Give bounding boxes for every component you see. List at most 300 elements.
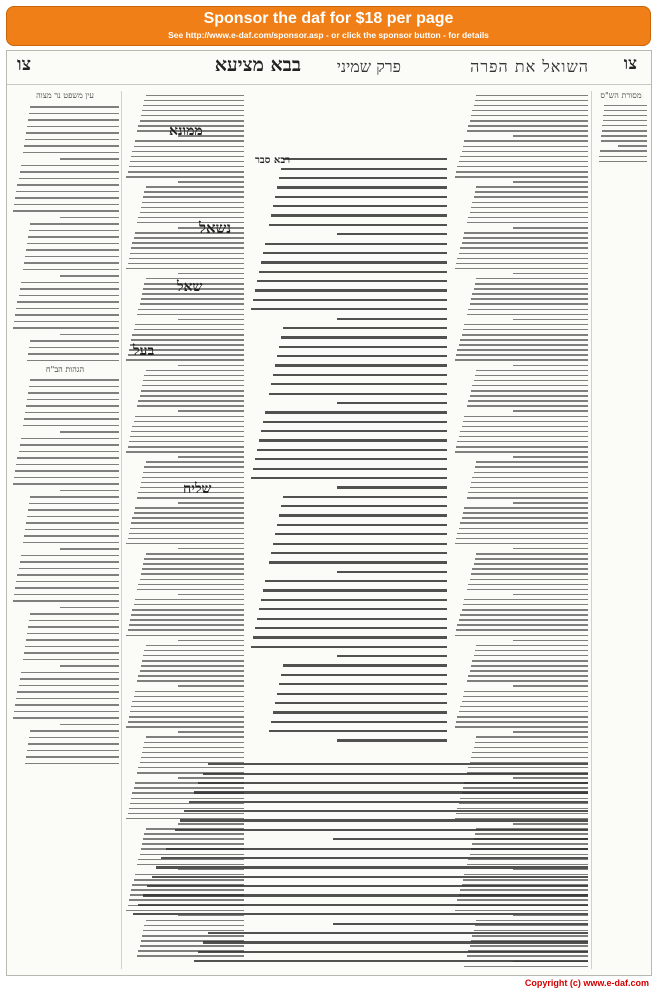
- text-line: [142, 110, 244, 112]
- text-line: [128, 538, 244, 540]
- text-line: [27, 750, 119, 752]
- text-line: [468, 309, 588, 311]
- text-line: [60, 665, 119, 667]
- text-line: [17, 457, 119, 459]
- text-line: [333, 923, 588, 925]
- text-line: [471, 482, 588, 484]
- text-line: [203, 941, 588, 943]
- text-line: [460, 247, 588, 249]
- text-line: [476, 645, 588, 647]
- text-line: [251, 646, 447, 648]
- text-line: [60, 490, 119, 492]
- rashi-heading-shaal: שאל: [177, 279, 203, 295]
- copyright-notice: Copyright (c) www.e-daf.com: [524, 978, 649, 988]
- text-line: [467, 314, 588, 316]
- text-line: [146, 553, 244, 555]
- text-line: [475, 191, 588, 193]
- text-line: [24, 262, 119, 264]
- text-line: [259, 439, 447, 441]
- text-line: [603, 120, 647, 122]
- text-line: [27, 360, 119, 362]
- text-line: [468, 492, 588, 494]
- rashi-heading-nishal: נשאל: [199, 219, 232, 237]
- text-line: [462, 609, 588, 611]
- text-line: [126, 635, 244, 637]
- text-line: [459, 436, 588, 438]
- text-line: [472, 110, 588, 112]
- text-line: [141, 665, 244, 667]
- text-line: [269, 393, 447, 395]
- text-line: [251, 477, 447, 479]
- text-line: [467, 405, 588, 407]
- text-line: [474, 472, 588, 474]
- text-line: [455, 359, 588, 361]
- text-line: [474, 105, 588, 107]
- text-line: [257, 618, 447, 620]
- hagahot-text-lines: [11, 379, 119, 764]
- text-line: [474, 380, 588, 382]
- text-line: [337, 739, 447, 741]
- text-line: [131, 156, 244, 158]
- text-line: [599, 161, 647, 163]
- text-line: [141, 207, 244, 209]
- text-line: [143, 563, 244, 565]
- text-line: [463, 421, 588, 423]
- text-line: [19, 178, 119, 180]
- text-line: [137, 405, 244, 407]
- text-line: [273, 543, 447, 545]
- text-line: [143, 196, 244, 198]
- text-line: [140, 303, 244, 305]
- text-line: [474, 563, 588, 565]
- text-line: [17, 301, 119, 303]
- text-line: [455, 176, 588, 178]
- text-line: [27, 243, 119, 245]
- text-line: [144, 742, 244, 744]
- text-line: [178, 181, 244, 183]
- text-line: [601, 140, 647, 142]
- text-line: [457, 441, 588, 443]
- text-line: [257, 280, 447, 282]
- text-line: [21, 438, 119, 440]
- text-line: [265, 243, 447, 245]
- text-line: [24, 145, 119, 147]
- text-line: [13, 600, 119, 602]
- text-line: [144, 191, 244, 193]
- text-line: [462, 517, 588, 519]
- text-line: [126, 268, 244, 270]
- text-line: [263, 421, 447, 423]
- text-line: [337, 318, 447, 320]
- text-line: [146, 461, 244, 463]
- text-line: [138, 675, 244, 677]
- text-line: [471, 573, 588, 575]
- text-line: [468, 400, 588, 402]
- text-line: [30, 223, 119, 225]
- text-line: [513, 685, 588, 687]
- text-line: [253, 299, 447, 301]
- text-line: [604, 110, 647, 112]
- text-line: [459, 344, 588, 346]
- text-line: [131, 706, 244, 708]
- text-line: [132, 517, 244, 519]
- text-line: [281, 336, 447, 338]
- text-line: [467, 680, 588, 682]
- text-line: [26, 249, 119, 251]
- text-line: [467, 497, 588, 499]
- text-line: [141, 573, 244, 575]
- text-line: [602, 125, 647, 127]
- text-line: [143, 105, 244, 107]
- text-line: [17, 691, 119, 693]
- text-line: [138, 584, 244, 586]
- text-line: [459, 619, 588, 621]
- text-line: [455, 543, 588, 545]
- text-line: [140, 212, 244, 214]
- hagahot-label: הגהות הב"ח: [45, 365, 85, 374]
- text-line: [15, 197, 119, 199]
- text-line: [283, 327, 447, 329]
- text-line: [128, 721, 244, 723]
- sponsor-banner[interactable]: [6, 6, 651, 46]
- text-line: [60, 158, 119, 160]
- text-line: [161, 857, 588, 859]
- text-line: [470, 212, 588, 214]
- text-line: [126, 726, 244, 728]
- masoret-hashas-column: [595, 91, 647, 969]
- text-line: [475, 283, 588, 285]
- text-line: [134, 604, 244, 606]
- text-line: [455, 726, 588, 728]
- text-line: [141, 115, 244, 117]
- text-line: [135, 691, 244, 693]
- text-line: [513, 365, 588, 367]
- text-line: [462, 701, 588, 703]
- text-line: [25, 763, 119, 765]
- text-line: [460, 431, 588, 433]
- text-line: [28, 119, 119, 121]
- text-line: [463, 512, 588, 514]
- text-line: [137, 680, 244, 682]
- text-line: [464, 599, 588, 601]
- text-line: [178, 273, 244, 275]
- text-line: [29, 347, 119, 349]
- text-line: [144, 100, 244, 102]
- text-line: [184, 810, 588, 812]
- text-line: [16, 581, 119, 583]
- text-line: [475, 558, 588, 560]
- ein-mishpat-label: עין משפט נר מצוה: [36, 91, 94, 100]
- text-line: [472, 752, 588, 754]
- text-line: [471, 390, 588, 392]
- text-line: [475, 650, 588, 652]
- text-line: [135, 507, 244, 509]
- text-line: [472, 293, 588, 295]
- text-line: [134, 696, 244, 698]
- text-line: [178, 319, 244, 321]
- text-line: [459, 528, 588, 530]
- text-line: [275, 702, 447, 704]
- text-line: [132, 701, 244, 703]
- text-line: [261, 430, 447, 432]
- text-line: [134, 421, 244, 423]
- text-line: [271, 552, 447, 554]
- text-line: [198, 782, 588, 784]
- text-line: [129, 533, 244, 535]
- text-line: [133, 913, 588, 915]
- text-line: [474, 747, 588, 749]
- text-line: [470, 670, 588, 672]
- chapter-name: השואל את הפרה: [470, 57, 589, 76]
- text-line: [19, 451, 119, 453]
- text-line: [277, 693, 447, 695]
- text-line: [143, 655, 244, 657]
- text-line: [15, 587, 119, 589]
- text-line: [275, 196, 447, 198]
- text-line: [156, 866, 588, 868]
- text-line: [130, 436, 244, 438]
- text-line: [455, 451, 588, 453]
- text-line: [271, 721, 447, 723]
- text-line: [263, 589, 447, 591]
- text-line: [281, 505, 447, 507]
- text-line: [273, 205, 447, 207]
- text-line: [131, 247, 244, 249]
- text-line: [476, 553, 588, 555]
- text-line: [25, 412, 119, 414]
- text-line: [271, 383, 447, 385]
- text-line: [462, 151, 588, 153]
- text-line: [28, 509, 119, 511]
- text-line: [132, 151, 244, 153]
- text-line: [23, 659, 119, 661]
- text-line: [29, 737, 119, 739]
- text-line: [146, 645, 244, 647]
- text-line: [131, 614, 244, 616]
- text-line: [462, 334, 588, 336]
- text-line: [60, 607, 119, 609]
- text-line: [24, 535, 119, 537]
- text-line: [21, 555, 119, 557]
- text-line: [456, 171, 588, 173]
- text-line: [178, 640, 244, 642]
- text-line: [142, 752, 244, 754]
- text-line: [137, 589, 244, 591]
- text-line: [143, 747, 244, 749]
- text-line: [467, 222, 588, 224]
- text-line: [467, 589, 588, 591]
- text-line: [30, 496, 119, 498]
- text-line: [476, 461, 588, 463]
- ein-mishpat-column: [11, 91, 119, 969]
- text-line: [128, 263, 244, 265]
- text-line: [460, 614, 588, 616]
- text-line: [472, 660, 588, 662]
- text-line: [138, 309, 244, 311]
- text-line: [277, 186, 447, 188]
- text-line: [144, 375, 244, 377]
- text-line: [21, 165, 119, 167]
- text-line: [21, 282, 119, 284]
- text-line: [261, 261, 447, 263]
- text-line: [456, 446, 588, 448]
- text-line: [15, 314, 119, 316]
- text-line: [474, 196, 588, 198]
- text-line: [129, 166, 244, 168]
- text-line: [472, 385, 588, 387]
- text-line: [513, 502, 588, 504]
- text-line: [130, 161, 244, 163]
- text-line: [146, 95, 244, 97]
- text-line: [455, 635, 588, 637]
- text-line: [472, 477, 588, 479]
- text-line: [14, 711, 119, 713]
- text-line: [60, 217, 119, 219]
- text-line: [20, 288, 119, 290]
- text-line: [142, 660, 244, 662]
- text-line: [28, 392, 119, 394]
- text-line: [137, 314, 244, 316]
- text-line: [513, 594, 588, 596]
- text-line: [132, 334, 244, 336]
- text-line: [255, 627, 447, 629]
- text-line: [30, 730, 119, 732]
- text-line: [135, 599, 244, 601]
- text-line: [463, 604, 588, 606]
- text-line: [257, 449, 447, 451]
- masoret-text-lines: [595, 105, 647, 163]
- text-line: [467, 130, 588, 132]
- text-line: [23, 542, 119, 544]
- text-line: [130, 253, 244, 255]
- text-line: [141, 298, 244, 300]
- text-line: [457, 716, 588, 718]
- text-line: [337, 571, 447, 573]
- text-line: [513, 135, 588, 137]
- text-line: [19, 685, 119, 687]
- text-line: [273, 374, 447, 376]
- text-line: [146, 186, 244, 188]
- text-line: [263, 252, 447, 254]
- text-line: [602, 130, 647, 132]
- text-line: [601, 135, 647, 137]
- text-line: [513, 181, 588, 183]
- text-line: [475, 466, 588, 468]
- text-line: [16, 191, 119, 193]
- text-line: [60, 548, 119, 550]
- text-line: [462, 426, 588, 428]
- text-line: [464, 507, 588, 509]
- text-line: [513, 731, 588, 733]
- text-line: [472, 202, 588, 204]
- text-line: [253, 468, 447, 470]
- gemara-text-block: [247, 151, 447, 751]
- text-line: [132, 242, 244, 244]
- text-line: [283, 158, 447, 160]
- sponsor-subtitle: See http://www.e-daf.com/sponsor.asp - or click the sponsor button - for details: [168, 30, 489, 40]
- text-line: [513, 273, 588, 275]
- text-line: [175, 829, 588, 831]
- text-line: [60, 334, 119, 336]
- text-line: [471, 115, 588, 117]
- text-line: [28, 743, 119, 745]
- text-line: [203, 773, 588, 775]
- text-line: [261, 599, 447, 601]
- text-line: [178, 685, 244, 687]
- text-line: [468, 217, 588, 219]
- text-line: [462, 242, 588, 244]
- gemara-lower-text-block: [124, 756, 588, 968]
- rashi-heading-mamona: ממונא: [169, 123, 203, 139]
- text-line: [132, 609, 244, 611]
- text-line: [279, 346, 447, 348]
- text-line: [269, 224, 447, 226]
- text-line: [138, 400, 244, 402]
- text-line: [134, 146, 244, 148]
- text-line: [472, 568, 588, 570]
- text-line: [130, 528, 244, 530]
- text-line: [476, 186, 588, 188]
- text-line: [603, 115, 647, 117]
- text-line: [13, 327, 119, 329]
- text-line: [281, 674, 447, 676]
- text-line: [178, 365, 244, 367]
- text-line: [456, 538, 588, 540]
- text-line: [178, 594, 244, 596]
- text-line: [460, 339, 588, 341]
- text-line: [464, 416, 588, 418]
- text-line: [146, 736, 244, 738]
- text-line: [21, 672, 119, 674]
- text-line: [142, 385, 244, 387]
- text-line: [128, 629, 244, 631]
- text-line: [166, 848, 588, 850]
- text-line: [474, 655, 588, 657]
- text-line: [141, 390, 244, 392]
- text-line: [456, 354, 588, 356]
- text-line: [470, 303, 588, 305]
- text-line: [279, 683, 447, 685]
- text-line: [463, 146, 588, 148]
- text-line: [19, 568, 119, 570]
- text-line: [143, 380, 244, 382]
- text-line: [126, 543, 244, 545]
- text-line: [457, 533, 588, 535]
- text-line: [471, 665, 588, 667]
- text-line: [337, 655, 447, 657]
- text-line: [26, 132, 119, 134]
- text-line: [457, 166, 588, 168]
- sponsor-title: Sponsor the daf for $18 per page: [203, 10, 454, 27]
- text-line: [277, 355, 447, 357]
- text-line: [29, 386, 119, 388]
- column-divider: [591, 91, 592, 969]
- text-line: [15, 704, 119, 706]
- text-line: [208, 763, 588, 765]
- text-line: [476, 95, 588, 97]
- text-line: [131, 431, 244, 433]
- text-line: [143, 894, 588, 896]
- text-line: [60, 431, 119, 433]
- text-line: [255, 289, 447, 291]
- text-line: [468, 584, 588, 586]
- text-line: [135, 324, 244, 326]
- text-line: [470, 395, 588, 397]
- text-line: [513, 319, 588, 321]
- gemara-opening-words: רבא סבר: [255, 155, 291, 166]
- rashi-heading-shaliach: שליח: [183, 481, 212, 497]
- text-line: [269, 561, 447, 563]
